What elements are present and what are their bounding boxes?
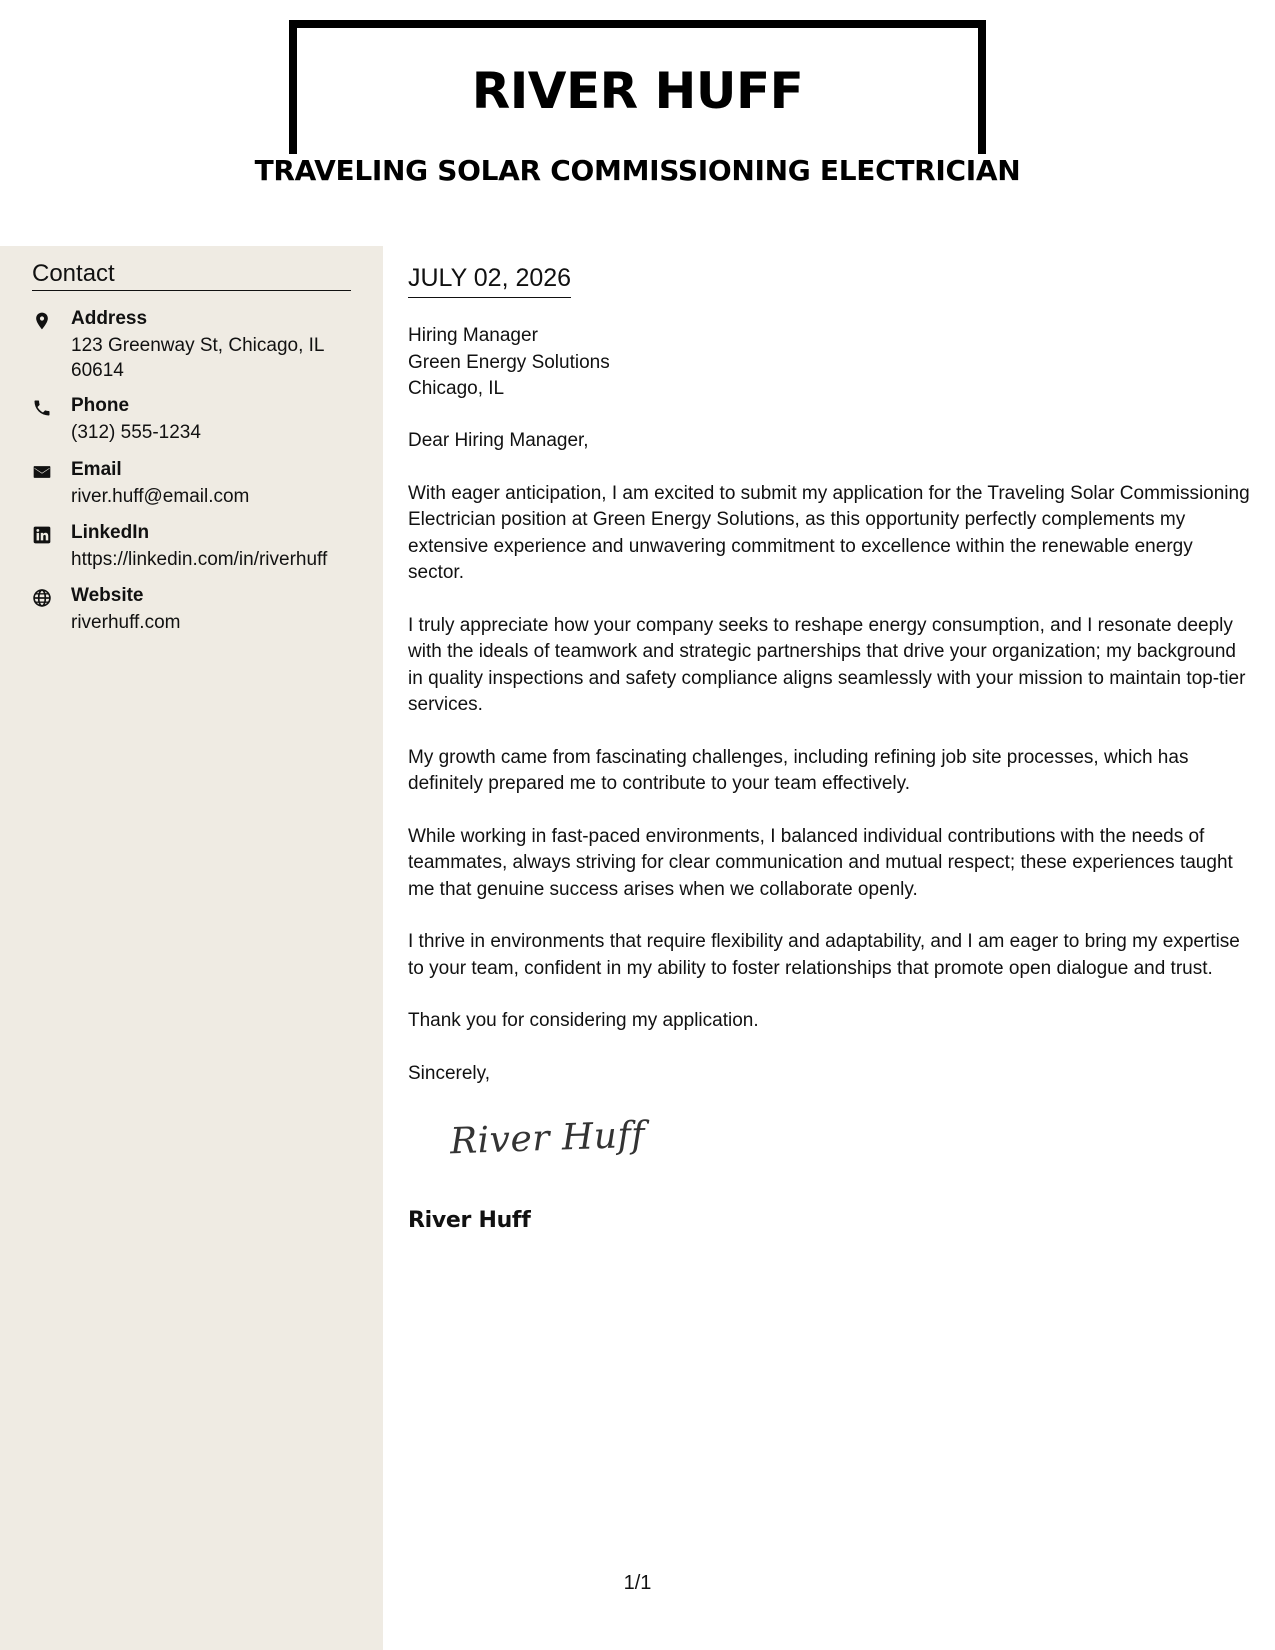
- linkedin-label: LinkedIn: [71, 522, 150, 543]
- recipient-title: Hiring Manager: [408, 325, 538, 346]
- recipient-location: Chicago, IL: [408, 378, 505, 399]
- handwritten-signature: River Huff: [449, 1114, 646, 1163]
- letter-paragraph: Thank you for considering my application.: [408, 1010, 759, 1031]
- website-label: Website: [71, 585, 144, 606]
- recipient-company: Green Energy Solutions: [408, 351, 610, 373]
- salutation: Dear Hiring Manager,: [408, 430, 589, 451]
- page-number: 1/1: [623, 1572, 652, 1594]
- linkedin-value: https://linkedin.com/in/riverhuff: [71, 549, 328, 570]
- email-label: Email: [71, 459, 122, 480]
- envelope-icon: [32, 462, 52, 482]
- letter-paragraph: I thrive in environments that require flexibility and adaptability, and I am eager to bring my expertise to your team, confident in my ability to foster relationships that promote open dialogue and trust.: [408, 931, 1240, 979]
- linkedin-icon: [32, 525, 52, 545]
- phone-value: (312) 555-1234: [71, 422, 201, 443]
- candidate-name: RIVER HUFF: [471, 62, 804, 120]
- globe-icon: [32, 588, 52, 608]
- phone-icon: [32, 398, 52, 418]
- letter-paragraph: With eager anticipation, I am excited to submit my application for the Traveling Solar Commissioning Electrician position at Green Energy Solutions, as this opportunity perfectly complements my extensive experience and unwavering commitment to excellence within the renewable energy sector.: [408, 482, 1250, 583]
- address-value: 123 Greenway St, Chicago, IL 60614: [71, 335, 324, 381]
- contact-heading: Contact: [32, 260, 351, 291]
- letter-body: [408, 428, 1250, 1061]
- website-value: riverhuff.com: [71, 612, 181, 633]
- address-label: Address: [71, 308, 148, 329]
- job-title: TRAVELING SOLAR COMMISSIONING ELECTRICIAN: [254, 154, 1021, 187]
- letter-paragraph: I truly appreciate how your company seeks to reshape energy consumption, and I resonate deeply with the ideals of teamwork and strategic partnerships that drive your organization; my background in quality inspections and safety compliance aligns seamlessly with your mission to maintain top-tier services.: [408, 614, 1246, 715]
- closing: Sincerely,: [408, 1063, 491, 1084]
- recipient-block: [408, 323, 610, 403]
- letter-paragraph: While working in fast-paced environments, I balanced individual contributions with the needs of teammates, always striving for clear communication and mutual respect; these experiences taught me that genuine success arises when we collaborate openly.: [408, 825, 1233, 900]
- signer-name: River Huff: [408, 1208, 531, 1233]
- letter-paragraph: My growth came from fascinating challenges, including refining job site processes, which has definitely prepared me to contribute to your team effectively.: [408, 746, 1189, 794]
- contact-sidebar: [0, 246, 383, 1650]
- email-value: river.huff@email.com: [71, 486, 250, 507]
- map-pin-icon: [32, 311, 52, 331]
- phone-label: Phone: [71, 395, 130, 416]
- letter-date: JULY 02, 2026: [408, 264, 571, 298]
